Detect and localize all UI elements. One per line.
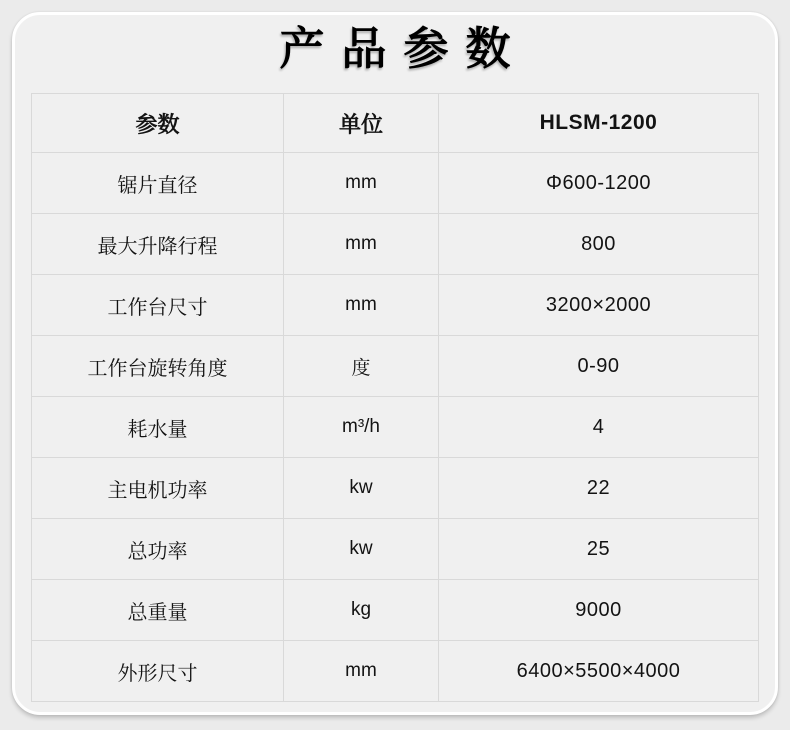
table-header-row (32, 94, 759, 153)
table-row (32, 397, 759, 458)
table-row (32, 580, 759, 641)
param-unit: mm (284, 153, 439, 214)
param-label: 工作台旋转角度 (32, 336, 284, 397)
param-value: 22 (439, 458, 759, 519)
param-value: Φ600-1200 (439, 153, 759, 214)
table-row (32, 275, 759, 336)
param-unit: mm (284, 275, 439, 336)
param-label: 总重量 (32, 580, 284, 641)
param-value: 0-90 (439, 336, 759, 397)
header-cell-unit: 单位 (284, 94, 439, 153)
param-value: 25 (439, 519, 759, 580)
param-unit: 度 (284, 336, 439, 397)
param-value: 6400×5500×4000 (439, 641, 759, 702)
param-unit: mm (284, 214, 439, 275)
param-label: 工作台尺寸 (32, 275, 284, 336)
param-label: 主电机功率 (32, 458, 284, 519)
page-title: 产品参数 (279, 23, 528, 74)
param-value: 800 (439, 214, 759, 275)
param-unit: kw (284, 458, 439, 519)
header-cell-model: HLSM-1200 (439, 94, 759, 153)
param-value: 9000 (439, 580, 759, 641)
param-label: 最大升降行程 (32, 214, 284, 275)
param-label: 锯片直径 (32, 153, 284, 214)
param-unit: kw (284, 519, 439, 580)
table-row (32, 336, 759, 397)
table-row (32, 641, 759, 702)
table-row (32, 153, 759, 214)
table-row (32, 458, 759, 519)
table-row (32, 214, 759, 275)
header-cell-param: 参数 (32, 94, 284, 153)
spec-table (31, 93, 759, 702)
param-value: 3200×2000 (439, 275, 759, 336)
param-label: 总功率 (32, 519, 284, 580)
param-label: 耗水量 (32, 397, 284, 458)
param-label: 外形尺寸 (32, 641, 284, 702)
table-row (32, 519, 759, 580)
param-unit: m³/h (284, 397, 439, 458)
param-unit: kg (284, 580, 439, 641)
param-unit: mm (284, 641, 439, 702)
param-value: 4 (439, 397, 759, 458)
